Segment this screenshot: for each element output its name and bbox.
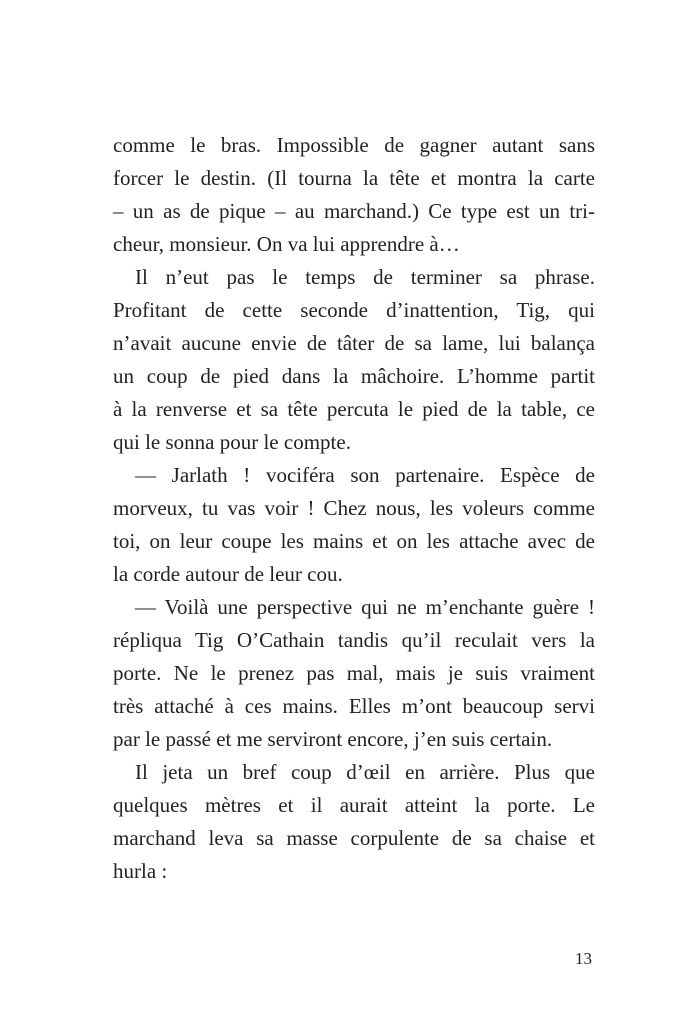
text-line: très attaché à ces mains. Elles m’ont beaucoup servi: [113, 694, 595, 718]
page-number: 13: [575, 949, 592, 968]
text-line: un coup de pied dans la mâchoire. L’homme partit: [113, 364, 595, 388]
text-line: n’avait aucune envie de tâter de sa lame, lui balança: [113, 331, 595, 355]
text-line: la corde autour de leur cou.: [113, 562, 343, 586]
text-line: forcer le destin. (Il tourna la tête et montra la carte: [113, 166, 595, 190]
text-line: cheur, monsieur. On va lui apprendre à…: [113, 232, 460, 256]
paragraph: [113, 756, 595, 888]
text-line: — Voilà une perspective qui ne m’enchante guère !: [135, 595, 595, 619]
text-line: quelques mètres et il aurait atteint la porte. Le: [113, 793, 595, 817]
text-line: hurla :: [113, 859, 168, 883]
paragraph: [113, 261, 595, 459]
text-line: marchand leva sa masse corpulente de sa chaise et: [113, 826, 595, 850]
paragraph: [113, 129, 595, 261]
text-line: Il jeta un bref coup d’œil en arrière. Plus que: [135, 760, 595, 784]
text-line: morveux, tu vas voir ! Chez nous, les voleurs comme: [113, 496, 595, 520]
text-line: Il n’eut pas le temps de terminer sa phrase.: [135, 265, 595, 289]
paragraph: [113, 591, 595, 756]
text-line: toi, on leur coupe les mains et on les attache avec de: [113, 529, 595, 553]
text-line: — Jarlath ! vociféra son partenaire. Espèce de: [135, 463, 595, 487]
text-line: porte. Ne le prenez pas mal, mais je suis vraiment: [113, 661, 595, 685]
text-line: Profitant de cette seconde d’inattention, Tig, qui: [113, 298, 595, 322]
text-line: – un as de pique – au marchand.) Ce type est un tri-: [113, 199, 595, 223]
text-line: à la renverse et sa tête percuta le pied de la table, ce: [113, 397, 595, 421]
text-line: comme le bras. Impossible de gagner autant sans: [113, 133, 595, 157]
text-line: qui le sonna pour le compte.: [113, 430, 351, 454]
text-line: répliqua Tig O’Cathain tandis qu’il reculait vers la: [113, 628, 595, 652]
paragraph: [113, 459, 595, 591]
text-block: [113, 129, 595, 888]
text-line: par le passé et me serviront encore, j’en suis certain.: [113, 727, 553, 751]
